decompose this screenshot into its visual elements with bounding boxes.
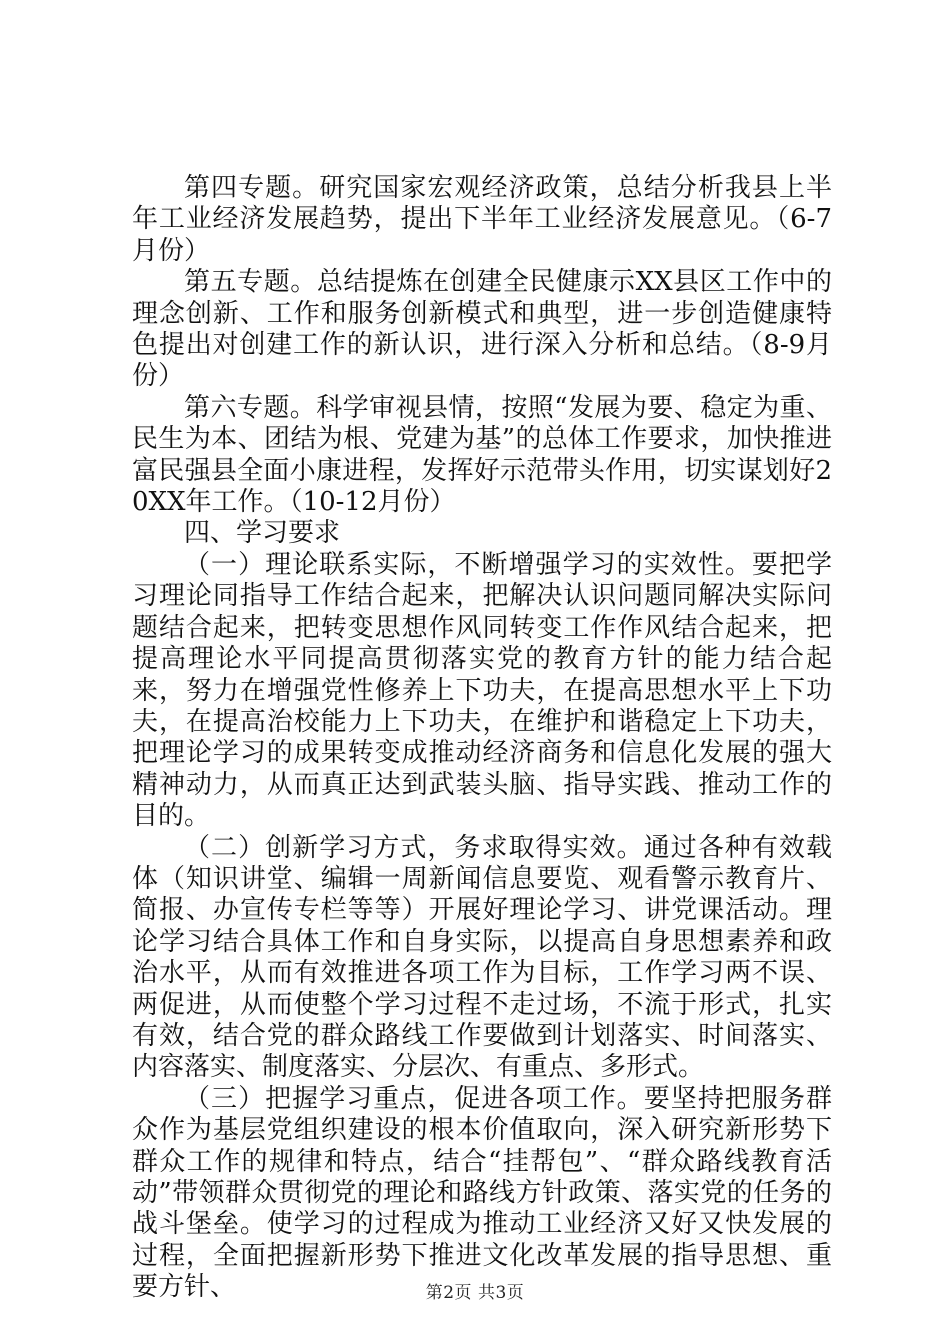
document-body <box>132 173 832 1304</box>
paragraph-requirement-one: （一）理论联系实际，不断增强学习的实效性。要把学习理论同指导工作结合起来，把解决认识问题同解决实际问题结合起来，把转变思想作风同转变工作作风结合起来，把提高理论水平同提高贯彻落实党的教育方针的能力结合起来，努力在增强党性修养上下功夫，在提高思想水平上下功夫，在提高治校能力上下功夫，在维护和谐稳定上下功夫，把理论学习的成果转变成推动经济商务和信息化发展的强大精神动力，从而真正达到武装头脑、指导实践、推动工作的目的。 <box>132 549 832 832</box>
paragraph-topic-four: 第四专题。研究国家宏观经济政策，总结分析我县上半年工业经济发展趋势，提出下半年工业经济发展意见。（6-7月份） <box>132 173 832 266</box>
section-heading-study-requirements: 四、学习要求 <box>184 518 341 549</box>
paragraph-requirement-three: （三）把握学习重点，促进各项工作。要坚持把服务群众作为基层党组织建设的根本价值取向，深入研究新形势下群众工作的规律和特点，结合“挂帮包”、“群众路线教育活动”带领群众贯彻党的理论和路线方针政策、落实党的任务的战斗堡垒。使学习的过程成为推动工业经济又好又快发展的过程，全面把握新形势下推进文化改革发展的指导思想、重要方针、 <box>132 1083 832 1303</box>
paragraph-topic-five: 第五专题。总结提炼在创建全民健康示XX县区工作中的理念创新、工作和服务创新模式和典型，进一步创造健康特色提出对创建工作的新认识，进行深入分析和总结。（8-9月份） <box>132 267 832 392</box>
paragraph-topic-six: 第六专题。科学审视县情，按照“发展为要、稳定为重、民生为本、团结为根、党建为基”的总体工作要求，加快推进富民强县全面小康进程，发挥好示范带头作用，切实谋划好20XX年工作。（10-12月份） <box>132 392 832 518</box>
paragraph-requirement-two: （二）创新学习方式，务求取得实效。通过各种有效载体（知识讲堂、编辑一周新闻信息要览、观看警示教育片、简报、办宣传专栏等等）开展好理论学习、讲党课活动。理论学习结合具体工作和自身实际，以提高自身思想素养和政治水平，从而有效推进各项工作为目标，工作学习两不误、两促进，从而使整个学习过程不走过场，不流于形式，扎实有效，结合党的群众路线工作要做到计划落实、时间落实、内容落实、制度落实、分层次、有重点、多形式。 <box>132 832 832 1083</box>
page-number-footer: 第2页 共3页 <box>425 1283 525 1303</box>
